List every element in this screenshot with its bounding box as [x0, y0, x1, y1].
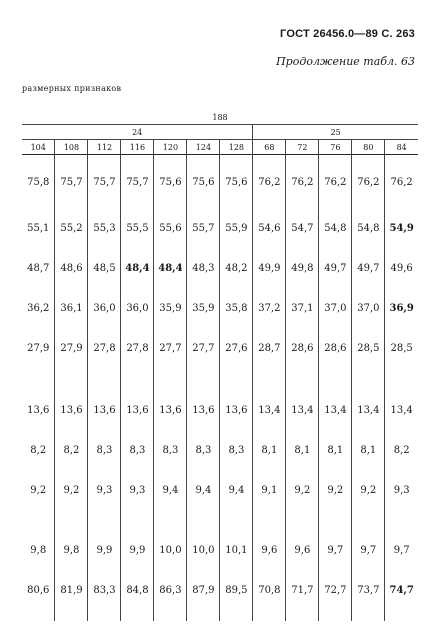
table-cell: 8,3 [187, 443, 220, 483]
table-cell: 13,6 [220, 403, 253, 443]
table-row [22, 175, 418, 221]
table-cell: 75,6 [187, 175, 220, 221]
table-cell: 8,2 [385, 443, 418, 483]
table-cell: 49,7 [319, 261, 352, 301]
table-cell: 54,7 [286, 221, 319, 261]
table-row [22, 543, 418, 583]
table-cell: 9,6 [253, 543, 286, 583]
table-row [22, 583, 418, 621]
table-cell: 37,1 [286, 301, 319, 341]
table-cell: 81,9 [55, 583, 88, 621]
table-cell: 9,4 [154, 483, 187, 543]
table-cell: 55,1 [27, 223, 50, 234]
table-cell: 13,4 [253, 403, 286, 443]
table-row [22, 261, 418, 301]
table-cell: 36,9 [385, 301, 418, 341]
table-cell: 71,7 [286, 583, 319, 621]
column-header: 120 [154, 140, 187, 155]
table-cell: 8,3 [121, 443, 154, 483]
spacer-cell [88, 155, 121, 176]
table-cell: 13,4 [352, 403, 385, 443]
table-cell: 48,6 [55, 261, 88, 301]
table-cell: 13,6 [88, 403, 121, 443]
table-cell: 48,4 [121, 261, 154, 301]
table-cell: 86,3 [154, 583, 187, 621]
table-cell: 28,5 [352, 341, 385, 403]
table-cell: 13,6 [121, 403, 154, 443]
spacer-cell [154, 155, 187, 176]
spacer-cell [352, 155, 385, 176]
column-header: 128 [220, 140, 253, 155]
table-cell: 70,8 [253, 583, 286, 621]
table-cell: 9,9 [121, 543, 154, 583]
table-cell: 36,0 [121, 301, 154, 341]
table-cell: 49,8 [286, 261, 319, 301]
table-cell: 8,3 [220, 443, 253, 483]
table-cell: 55,7 [187, 221, 220, 261]
column-header: 68 [253, 140, 286, 155]
column-header: 112 [88, 140, 121, 155]
spacer-cell [385, 155, 418, 176]
table-cell: 9,2 [319, 483, 352, 543]
table-cell: 55,9 [220, 221, 253, 261]
table-cell: 27,7 [154, 341, 187, 403]
table-cell: 9,8 [30, 545, 47, 556]
spacer-cell [220, 155, 253, 176]
table-cell: 13,6 [187, 403, 220, 443]
table-cell: 49,7 [352, 261, 385, 301]
table-cell: 76,2 [286, 175, 319, 221]
table-cell: 55,6 [154, 221, 187, 261]
table-cell: 75,7 [121, 175, 154, 221]
table-cell: 48,7 [27, 263, 50, 274]
table-cell: 9,9 [88, 543, 121, 583]
column-header: 72 [286, 140, 319, 155]
table-cell: 74,7 [385, 583, 418, 621]
table-cell: 27,7 [187, 341, 220, 403]
table-cell: 10,0 [187, 543, 220, 583]
table-cell: 48,5 [88, 261, 121, 301]
table-cell: 48,2 [220, 261, 253, 301]
table-row [22, 483, 418, 543]
table-cell: 9,3 [88, 483, 121, 543]
table-cell: 8,1 [352, 443, 385, 483]
table-cell: 9,4 [187, 483, 220, 543]
table-cell: 9,2 [30, 485, 47, 496]
table-cell: 10,0 [154, 543, 187, 583]
table-cell: 36,0 [88, 301, 121, 341]
table-cell: 75,6 [154, 175, 187, 221]
table-cell: 13,4 [286, 403, 319, 443]
column-header: 76 [319, 140, 352, 155]
table-cell: 37,2 [253, 301, 286, 341]
table-cell: 27,9 [55, 341, 88, 403]
table-row [22, 301, 418, 341]
spacer-cell [319, 155, 352, 176]
table-cell: 75,7 [55, 175, 88, 221]
table-cell: 76,2 [253, 175, 286, 221]
table-cell: 54,6 [253, 221, 286, 261]
table-cell: 9,7 [352, 543, 385, 583]
table-cell: 54,9 [385, 221, 418, 261]
table-cell: 72,7 [319, 583, 352, 621]
header-top-group: 188 [212, 112, 228, 122]
spacer-cell [286, 155, 319, 176]
table-cell: 13,4 [319, 403, 352, 443]
table-cell: 9,2 [55, 483, 88, 543]
table-cell: 73,7 [352, 583, 385, 621]
table-cell: 9,1 [253, 483, 286, 543]
table-cell: 55,3 [88, 221, 121, 261]
table-cell: 27,8 [88, 341, 121, 403]
table-cell: 76,2 [352, 175, 385, 221]
column-header: 124 [187, 140, 220, 155]
table-cell: 76,2 [385, 175, 418, 221]
table-cell: 36,1 [55, 301, 88, 341]
table-cell: 83,3 [88, 583, 121, 621]
table-cell: 13,6 [27, 405, 50, 416]
table-cell: 9,4 [220, 483, 253, 543]
table-cell: 35,9 [187, 301, 220, 341]
table-cell: 75,7 [88, 175, 121, 221]
table-cell: 8,1 [253, 443, 286, 483]
column-header: 108 [55, 140, 88, 155]
table-cell: 54,8 [319, 221, 352, 261]
table-cell: 8,1 [319, 443, 352, 483]
table-caption-fragment: размерных признаков [22, 84, 122, 93]
column-header: 104 [22, 140, 55, 155]
table-cell: 76,2 [319, 175, 352, 221]
table-cell: 35,8 [220, 301, 253, 341]
table-cell: 9,6 [286, 543, 319, 583]
table-cell: 80,6 [27, 585, 50, 596]
table-cell: 10,1 [220, 543, 253, 583]
table-cell: 89,5 [220, 583, 253, 621]
table-continued-label: Продолжение табл. 63 [276, 55, 415, 68]
table-cell: 9,7 [319, 543, 352, 583]
table-row [22, 221, 418, 261]
table-cell: 49,9 [253, 261, 286, 301]
header-group-24: 24 [22, 125, 253, 140]
spacer-cell [253, 155, 286, 176]
table-cell: 8,3 [88, 443, 121, 483]
table-cell: 54,8 [352, 221, 385, 261]
table-cell: 36,2 [27, 303, 50, 314]
table-cell: 8,3 [154, 443, 187, 483]
table-row [22, 443, 418, 483]
table-cell: 48,4 [154, 261, 187, 301]
table-cell: 49,6 [385, 261, 418, 301]
table-cell: 9,3 [121, 483, 154, 543]
table-cell: 28,5 [385, 341, 418, 403]
table-cell: 9,2 [286, 483, 319, 543]
page-reference: ГОСТ 26456.0—89 С. 263 [280, 28, 415, 40]
table-cell: 55,5 [121, 221, 154, 261]
table-cell: 35,9 [154, 301, 187, 341]
spacer-cell [22, 155, 55, 176]
table-cell: 87,9 [187, 583, 220, 621]
table-cell: 8,2 [55, 443, 88, 483]
table-cell: 27,9 [27, 343, 50, 354]
table-cell: 8,2 [30, 445, 47, 456]
table-cell: 9,3 [385, 483, 418, 543]
table-cell: 28,6 [319, 341, 352, 403]
spacer-cell [121, 155, 154, 176]
table-cell: 28,6 [286, 341, 319, 403]
table-cell: 9,2 [352, 483, 385, 543]
table-cell: 8,1 [286, 443, 319, 483]
table-row [22, 341, 418, 403]
spacer-cell [187, 155, 220, 176]
table-cell: 28,7 [253, 341, 286, 403]
table-cell: 75,6 [220, 175, 253, 221]
table-cell: 27,8 [121, 341, 154, 403]
column-header: 84 [385, 140, 418, 155]
table-cell: 75,8 [27, 177, 50, 188]
column-header: 116 [121, 140, 154, 155]
table-cell: 9,8 [55, 543, 88, 583]
table-cell: 13,6 [154, 403, 187, 443]
table-cell: 84,8 [121, 583, 154, 621]
table-row [22, 403, 418, 443]
table-cell: 13,6 [55, 403, 88, 443]
table-cell: 37,0 [352, 301, 385, 341]
table-cell: 48,3 [187, 261, 220, 301]
column-header: 80 [352, 140, 385, 155]
table-cell: 55,2 [55, 221, 88, 261]
spacer-cell [55, 155, 88, 176]
table-cell: 13,4 [385, 403, 418, 443]
table-cell: 37,0 [319, 301, 352, 341]
table-cell: 9,7 [385, 543, 418, 583]
table-cell: 27,6 [220, 341, 253, 403]
header-group-25: 25 [253, 125, 418, 140]
measurements-table [22, 110, 418, 621]
